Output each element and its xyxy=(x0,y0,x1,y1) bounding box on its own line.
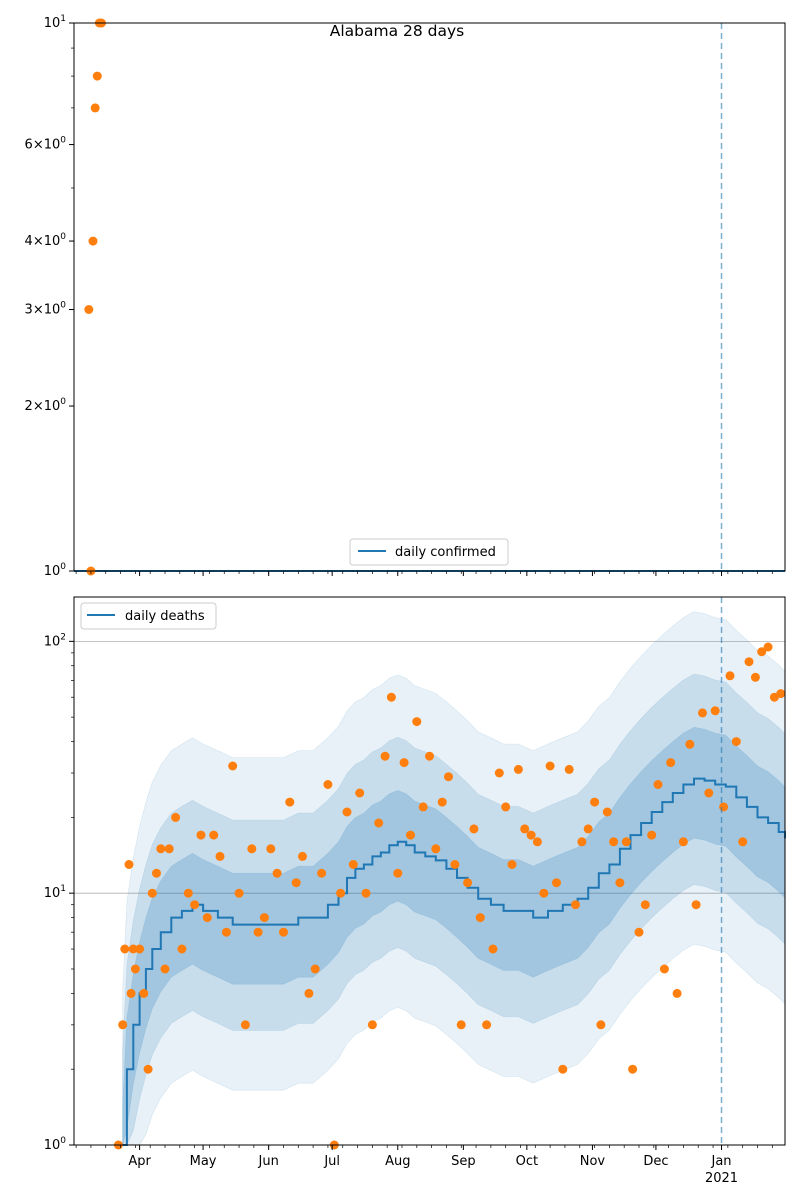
data-point xyxy=(152,869,161,878)
data-point xyxy=(355,789,364,798)
data-point xyxy=(349,860,358,869)
data-point xyxy=(323,780,332,789)
data-point xyxy=(745,657,754,666)
data-point xyxy=(247,844,256,853)
legend-label: daily confirmed xyxy=(395,545,496,560)
data-point xyxy=(654,780,663,789)
deaths-panel xyxy=(44,597,786,1186)
data-point xyxy=(438,798,447,807)
data-point xyxy=(292,878,301,887)
data-point xyxy=(406,831,415,840)
data-point xyxy=(571,900,580,909)
data-point xyxy=(463,878,472,887)
data-point xyxy=(508,860,517,869)
data-point xyxy=(558,1065,567,1074)
data-point xyxy=(514,765,523,774)
confirmed-panel xyxy=(25,14,785,579)
data-point xyxy=(118,1020,127,1029)
x-tick-label: Sep xyxy=(451,1154,476,1169)
data-point xyxy=(412,717,421,726)
data-point xyxy=(93,72,102,81)
data-point xyxy=(317,869,326,878)
data-point xyxy=(666,758,675,767)
data-point xyxy=(425,752,434,761)
data-point xyxy=(457,1020,466,1029)
data-point xyxy=(368,1020,377,1029)
data-point xyxy=(719,802,728,811)
data-point xyxy=(266,844,275,853)
y-tick-label: $10^2$ xyxy=(43,632,66,650)
data-point xyxy=(692,900,701,909)
data-point xyxy=(304,989,313,998)
data-point xyxy=(127,989,136,998)
y-tick-label: $10^0$ xyxy=(43,562,66,579)
data-point xyxy=(476,913,485,922)
data-point xyxy=(482,1020,491,1029)
data-point xyxy=(641,900,650,909)
data-point xyxy=(489,945,498,954)
data-point xyxy=(148,889,157,898)
y-tick-label: $10^1$ xyxy=(43,884,66,902)
data-point xyxy=(647,831,656,840)
data-point xyxy=(450,860,459,869)
data-point xyxy=(679,837,688,846)
data-point xyxy=(209,831,218,840)
data-point xyxy=(144,1065,153,1074)
data-point xyxy=(89,237,98,246)
data-point xyxy=(732,737,741,746)
data-point xyxy=(726,671,735,680)
x-tick-label: Dec xyxy=(643,1154,669,1169)
x-tick-label: Jul xyxy=(324,1154,341,1169)
data-point xyxy=(165,844,174,853)
data-point xyxy=(738,837,747,846)
data-point xyxy=(279,928,288,937)
data-point xyxy=(161,965,170,974)
data-point xyxy=(120,945,129,954)
data-point xyxy=(584,824,593,833)
y-tick-label: $10^1$ xyxy=(43,14,66,31)
data-point xyxy=(603,808,612,817)
data-point xyxy=(285,798,294,807)
y-tick-label: $10^0$ xyxy=(43,1136,66,1153)
data-point xyxy=(177,945,186,954)
data-point xyxy=(565,765,574,774)
y-tick-label: $6\times 10^0$ xyxy=(24,135,66,153)
data-point xyxy=(495,769,504,778)
data-point xyxy=(184,889,193,898)
data-point xyxy=(228,762,237,771)
plot-area xyxy=(74,23,785,571)
data-point xyxy=(343,808,352,817)
data-point xyxy=(139,989,148,998)
data-point xyxy=(501,802,510,811)
data-point xyxy=(444,772,453,781)
x-tick-label: Aug xyxy=(385,1154,411,1169)
chart-title: Alabama 28 days xyxy=(329,22,465,40)
data-point xyxy=(273,869,282,878)
data-point xyxy=(533,837,542,846)
data-point xyxy=(469,824,478,833)
data-point xyxy=(615,878,624,887)
legend-label: daily deaths xyxy=(125,609,205,624)
data-point xyxy=(171,813,180,822)
data-point xyxy=(546,762,555,771)
data-point xyxy=(336,889,345,898)
data-point xyxy=(84,305,93,314)
y-tick-label: $2\times 10^0$ xyxy=(24,397,66,415)
data-point xyxy=(596,1020,605,1029)
data-point xyxy=(91,103,100,112)
data-point xyxy=(419,802,428,811)
data-point xyxy=(381,752,390,761)
data-point xyxy=(311,965,320,974)
data-point xyxy=(393,869,402,878)
data-point xyxy=(400,758,409,767)
data-point xyxy=(552,878,561,887)
data-point xyxy=(635,928,644,937)
x-tick-label: Jun xyxy=(258,1154,279,1169)
x-tick-sublabel: 2021 xyxy=(704,1171,739,1186)
data-point xyxy=(673,989,682,998)
data-point xyxy=(235,889,244,898)
data-point xyxy=(260,913,269,922)
data-point xyxy=(125,860,134,869)
data-point xyxy=(711,706,720,715)
data-point xyxy=(241,1020,250,1029)
legend xyxy=(350,539,508,565)
data-point xyxy=(527,831,536,840)
data-point xyxy=(254,928,263,937)
x-tick-label: Jan xyxy=(711,1154,732,1169)
data-point xyxy=(704,789,713,798)
x-tick-label: Oct xyxy=(515,1154,539,1169)
x-tick-label: Nov xyxy=(579,1154,606,1169)
data-point xyxy=(222,928,231,937)
legend xyxy=(81,603,216,629)
data-point xyxy=(156,844,165,853)
data-point xyxy=(628,1065,637,1074)
data-point xyxy=(609,837,618,846)
data-point xyxy=(374,819,383,828)
x-tick-label: May xyxy=(189,1154,217,1169)
data-point xyxy=(362,889,371,898)
data-point xyxy=(685,740,694,749)
data-point xyxy=(590,798,599,807)
data-point xyxy=(764,643,773,652)
data-point xyxy=(190,900,199,909)
data-point xyxy=(387,693,396,702)
data-point xyxy=(577,837,586,846)
data-point xyxy=(298,852,307,861)
data-point xyxy=(751,673,760,682)
data-point xyxy=(660,965,669,974)
y-tick-label: $4\times 10^0$ xyxy=(24,232,66,250)
data-point xyxy=(431,844,440,853)
data-point xyxy=(203,913,212,922)
data-point xyxy=(135,945,144,954)
data-point xyxy=(197,831,206,840)
x-tick-label: Apr xyxy=(128,1154,151,1169)
y-tick-label: $3\times 10^0$ xyxy=(24,300,66,318)
data-point xyxy=(622,837,631,846)
data-point xyxy=(698,708,707,717)
data-point xyxy=(539,889,548,898)
data-point xyxy=(216,852,225,861)
data-point xyxy=(131,965,140,974)
data-point xyxy=(776,689,785,698)
